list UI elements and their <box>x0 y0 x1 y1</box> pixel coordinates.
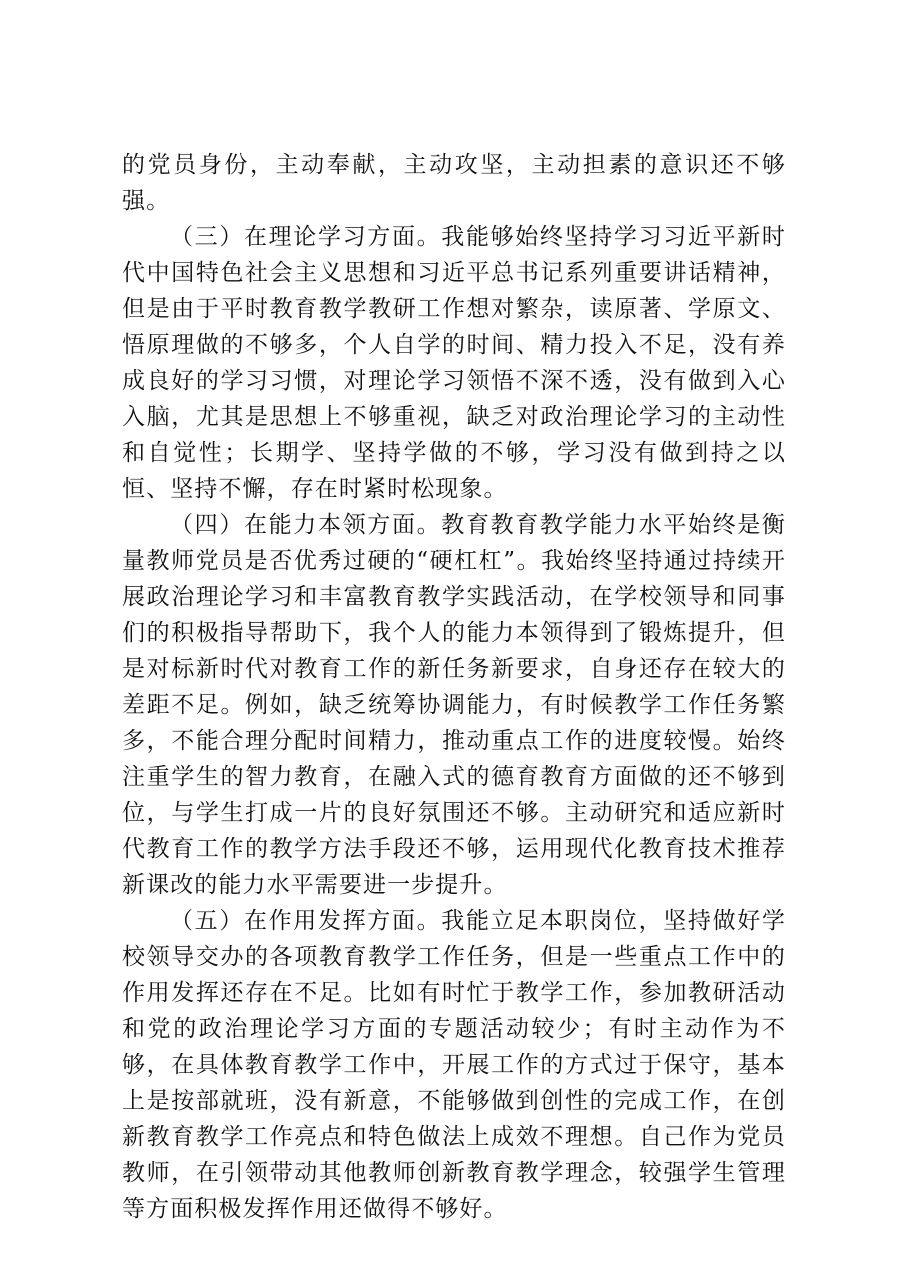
document-body <box>122 147 786 1227</box>
paragraph-continuation: 的党员身份，主动奉献，主动攻坚，主动担素的意识还不够强。 <box>122 152 786 214</box>
paragraph-role-play: （五）在作用发挥方面。我能立足本职岗位，坚持做好学校领导交办的各项教育教学工作任务，但是一些重点工作中的作用发挥还存在不足。比如有时忙于教学工作，参加教研活动和党的政治理论学习方面的专题活动较少；有时主动作为不够，在具体教育教学工作中，开展工作的方式过于保守，基本上是按部就班，没有新意，不能够做到创性的完成工作，在创新教育教学工作亮点和特色做法上成效不理想。自己作为党员教师，在引领带动其他教师创新教育教学理念，较强学生管理等方面积极发挥作用还做得不够好。 <box>122 908 786 1222</box>
paragraph-capability: （四）在能力本领方面。教育教育教学能力水平始终是衡量教师党员是否优秀过硬的“硬杠杠”。我始终坚持通过持续开展政治理论学习和丰富教育教学实践活动，在学校领导和同事们的积极指导帮助下，我个人的能力本领得到了锻炼提升，但是对标新时代对教育工作的新任务新要求，自身还存在较大的差距不足。例如，缺乏统筹协调能力，有时候教学工作任务繁多，不能合理分配时间精力，推动重点工作的进度较慢。始终注重学生的智力教育，在融入式的德育教育方面做的还不够到位，与学生打成一片的良好氛围还不够。主动研究和适应新时代教育工作的教学方法手段还不够，运用现代化教育技术推荐新课改的能力水平需要进一步提升。 <box>122 512 786 898</box>
paragraph-theory-study: （三）在理论学习方面。我能够始终坚持学习习近平新时代中国特色社会主义思想和习近平总书记系列重要讲话精神，但是由于平时教育教学教研工作想对繁杂，读原著、学原文、悟原理做的不够多，个人自学的时间、精力投入不足，没有养成良好的学习习惯，对理论学习领悟不深不透，没有做到入心入脑，尤其是思想上不够重视，缺乏对政治理论学习的主动性和自觉性；长期学、坚持学做的不够，学习没有做到持之以恒、坚持不懈，存在时紧时松现象。 <box>122 224 786 502</box>
